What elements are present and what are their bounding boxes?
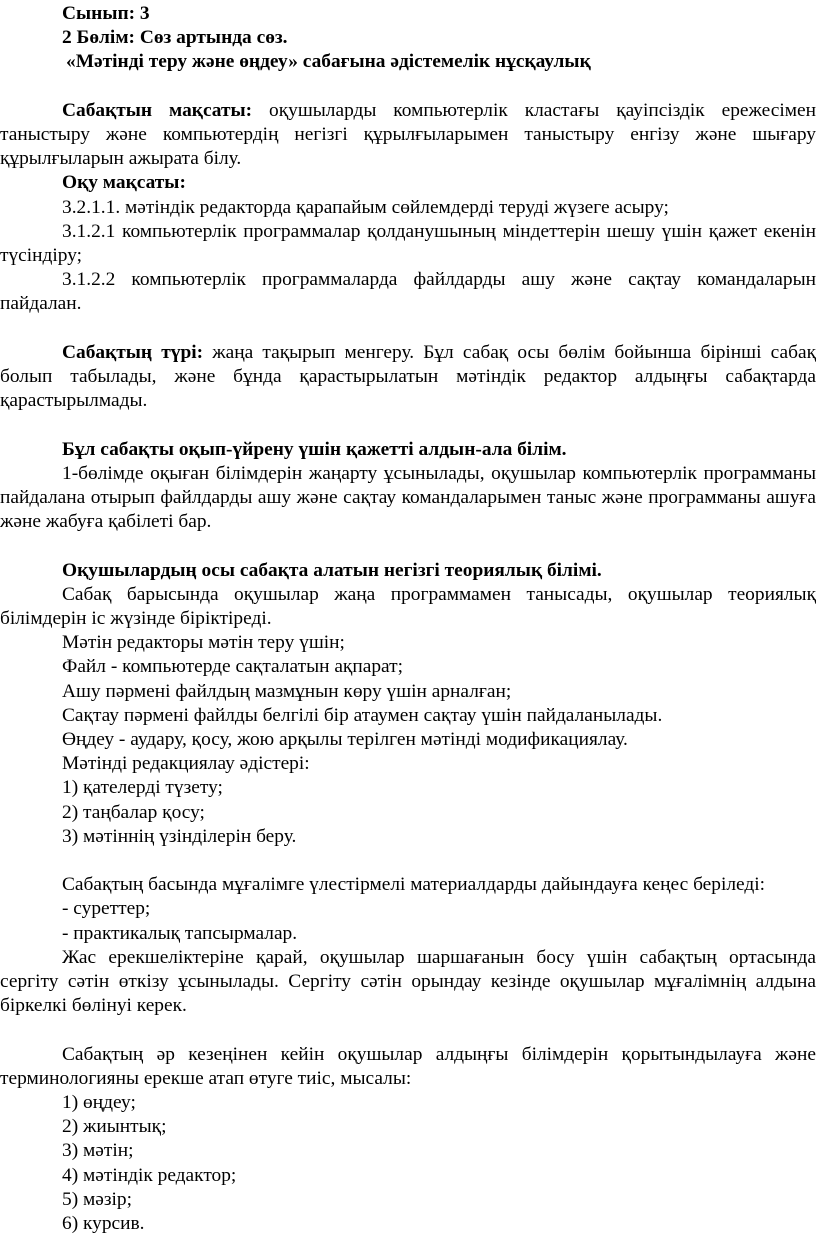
theory-line: Сақтау пәрмені файлды белгілі бір атаумен сақтау үшін пайдаланылады.: [62, 704, 663, 726]
lesson-type-label: Сабақтың түрі:: [62, 341, 204, 363]
terminology-intro: Сабақтың әр кезеңінен кейін оқушылар алдыңғы білімдерін қорытындылауға және терминологияны ерекше атап өтуге тиіс, мысалы:: [0, 1043, 816, 1089]
objective-item: 3.1.2.1 компьютерлік программалар қолданушының міндеттерін шешу үшін қажет екенін түсіндіру;: [0, 220, 816, 267]
terminology-item: 2) жиынтық;: [62, 1116, 167, 1138]
advice-item: - практикалық тапсырмалар.: [62, 922, 298, 944]
theory-line: Ашу пәрмені файлдың мазмұнын көру үшін арналған;: [62, 680, 512, 702]
spacer: [0, 849, 816, 873]
theory-line: Файл - компьютерде сақталатын ақпарат;: [62, 656, 403, 678]
grade-line: Сынып: 3: [62, 3, 150, 24]
document-title: «Мәтінді теру және өңдеу» сабағына әдістемелік нұсқаулық: [66, 51, 591, 73]
spacer: [0, 75, 816, 99]
terminology-item: 6) курсив.: [62, 1213, 145, 1235]
goal-label: Сабақтын мақсаты:: [62, 99, 253, 121]
terminology-item: 3) мәтін;: [62, 1140, 134, 1162]
objectives-label: Оқу мақсаты:: [62, 172, 186, 194]
spacer: [0, 1018, 816, 1042]
prior-knowledge-text: 1-бөлімде оқыған білімдерін жаңарту ұсынылады, оқушылар компьютерлік программаны пайдалана отырып файлдарды ашу және сақтау командаларымен таныс және программаны ашуға және жабуға қабілеті бар.: [0, 462, 816, 533]
lesson-type-text: жаңа тақырып менгеру. Бұл сабақ осы бөлім бойынша бірінші сабақ болып табылады, және бұнда қарастырылатын мәтіндік редактор алдыңғы сабақтарда қарастырылмады.: [0, 341, 816, 412]
terminology-item: 4) мәтіндік редактор;: [62, 1164, 237, 1186]
objective-item: 3.1.2.2 компьютерлік программаларда файлдарды ашу және сақтау командаларын пайдалан.: [0, 269, 816, 315]
terminology-item: 1) өңдеу;: [62, 1092, 136, 1114]
spacer: [0, 413, 816, 437]
document-page: [0, 2, 816, 1236]
spacer: [0, 317, 816, 341]
goal-text: оқушыларды компьютерлік кластағы қауіпсіздік ережесімен таныстыру және компьютердің негізгі құрылғыларымен таныстыру енгізу және шығару құрылғыларын ажырата білу.: [0, 99, 816, 170]
theory-line: 3) мәтіннің үзінділерін беру.: [62, 825, 297, 847]
lesson-type-paragraph: [0, 341, 816, 414]
theory-intro: Сабақ барысында оқушылар жаңа программамен танысады, оқушылар теориялық білімдерін іс жүзінде біріктіреді.: [0, 583, 816, 630]
theory-line: Мәтінді редакциялау әдістері:: [62, 753, 310, 775]
section-line: 2 Бөлім: Сөз артында сөз.: [62, 27, 288, 49]
prior-knowledge-heading: Бұл сабақты оқып-үйрену үшін қажетті алдын-ала білім.: [62, 438, 567, 460]
advice-item: - суреттер;: [62, 898, 151, 920]
spacer: [0, 534, 816, 558]
theory-heading: Оқушылардың осы сабақта алатын негізгі теориялық білімі.: [62, 559, 602, 581]
objective-item: 3.2.1.1. мәтіндік редакторда қарапайым сөйлемдерді теруді жүзеге асыру;: [62, 196, 669, 218]
terminology-item: 5) мәзір;: [62, 1188, 133, 1210]
theory-line: Өңдеу - аудару, қосу, жою арқылы терілген мәтінді модификациялау.: [62, 729, 628, 751]
goal-paragraph: [0, 99, 816, 172]
advice-intro: Сабақтың басында мұғалімге үлестірмелі материалдарды дайындауға кеңес беріледі:: [62, 874, 766, 896]
theory-line: 1) қателерді түзету;: [62, 777, 223, 799]
theory-line: Мәтін редакторы мәтін теру үшін;: [62, 632, 345, 654]
advice-note: Жас ерекшеліктеріне қарай, оқушылар шаршағанын босу үшін сабақтың ортасында сергіту сәтін өткізу ұсынылады. Сергіту сәтін орындау кезінде оқушылар мұғалімнің алдына біркелкі бөлінуі керек.: [0, 946, 816, 1017]
theory-line: 2) таңбалар қосу;: [62, 801, 205, 823]
